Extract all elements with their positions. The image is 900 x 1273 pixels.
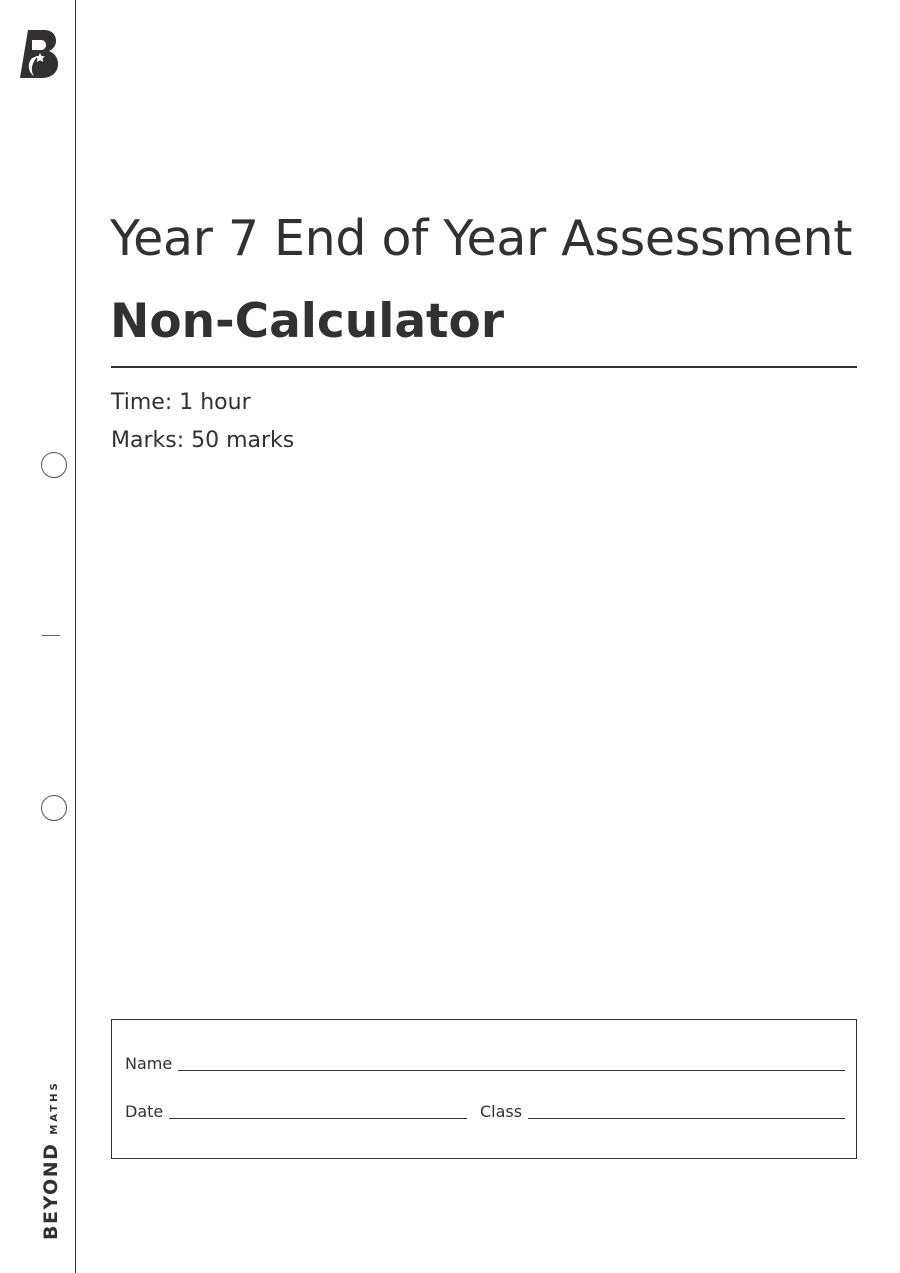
title-rule [111,366,857,368]
fold-mark [42,635,60,636]
brand-maths-text: MATHS [49,1080,60,1135]
brand-beyond-text: BEYOND [40,1142,62,1240]
class-label: Class [480,1102,523,1121]
student-details-box [111,1019,857,1159]
page-title: Year 7 End of Year Assessment [110,210,853,267]
name-field[interactable] [125,1056,845,1072]
name-label: Name [125,1054,173,1073]
beyond-logo-icon [18,26,60,80]
date-write-line[interactable] [169,1118,467,1119]
date-label: Date [125,1102,164,1121]
punch-hole-top [41,452,67,478]
name-write-line[interactable] [178,1070,845,1071]
total-marks: Marks: 50 marks [111,428,295,453]
margin-line [75,0,76,1273]
page-subtitle: Non-Calculator [110,294,504,349]
class-field[interactable] [480,1104,845,1120]
punch-hole-bottom [41,795,67,821]
class-write-line[interactable] [528,1118,845,1119]
time-allowed: Time: 1 hour [111,390,251,415]
date-field[interactable] [125,1104,467,1120]
brand-vertical [40,1080,62,1240]
